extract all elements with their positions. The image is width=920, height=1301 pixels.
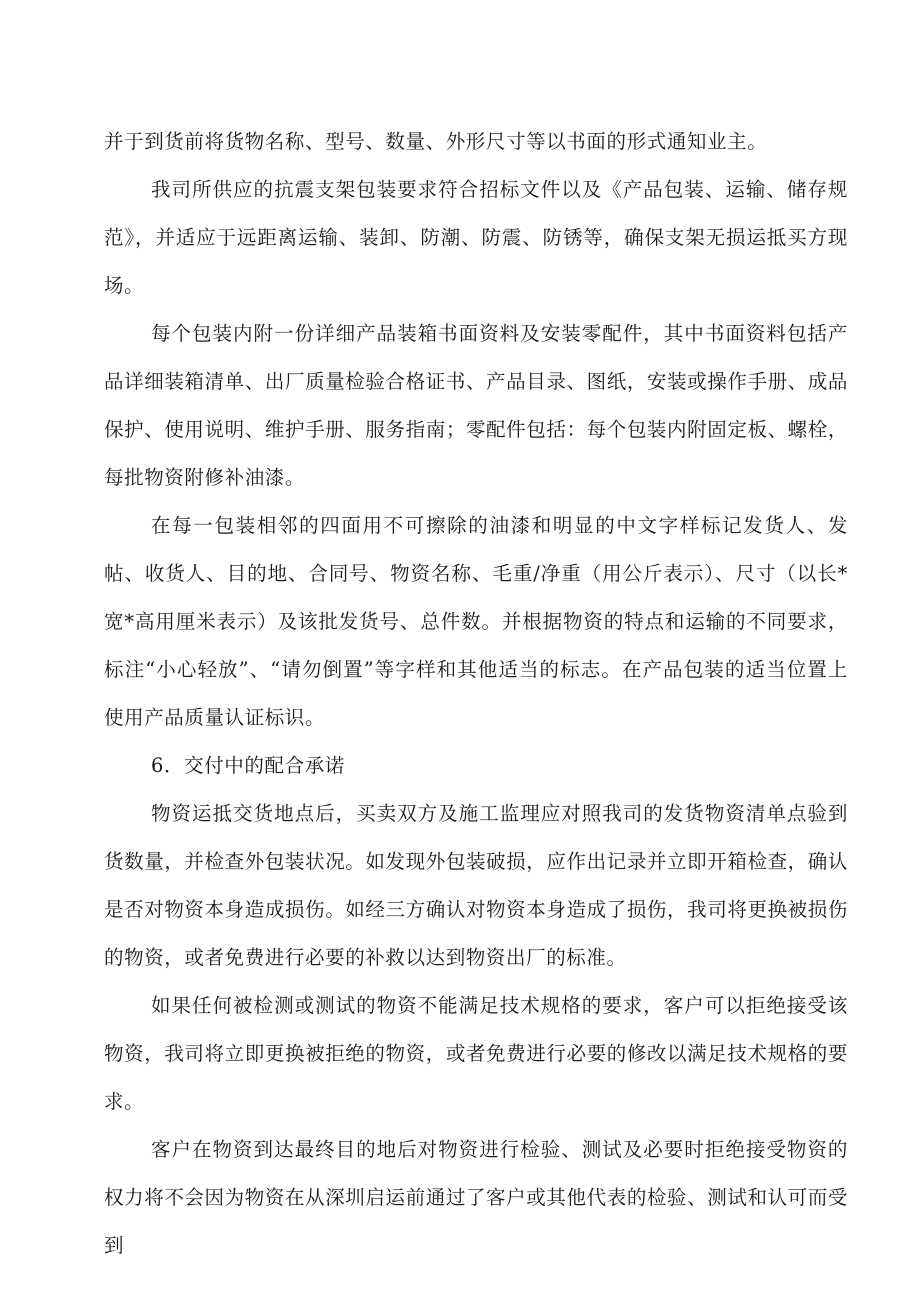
paragraph-package-contents: 每个包装内附一份详细产品装箱书面资料及安装零配件，其中书面资料包括产品详细装箱清单、出厂质量检验合格证书、产品目录、图纸，安装或操作手册、成品保护、使用说明、维护手册、服务指南；零配件包括：每个包装内附固定板、螺栓，每批物资附修补油漆。	[104, 322, 848, 489]
paragraph-packaging-requirements: 我司所供应的抗震支架包装要求符合招标文件以及《产品包装、运输、储存规范》，并适应于远距离运输、装卸、防潮、防震、防锈等，确保支架无损运抵买方现场。	[104, 178, 848, 297]
paragraph-inspection-rights: 客户在物资到达最终目的地后对物资进行检验、测试及必要时拒绝接受物资的权力将不会因为物资在从深圳启运前通过了客户或其他代表的检验、测试和认可而受到	[104, 1138, 848, 1257]
section-heading: 6．交付中的配合承诺	[151, 754, 345, 777]
paragraph-delivery-notice: 并于到货前将货物名称、型号、数量、外形尺寸等以书面的形式通知业主。	[104, 130, 768, 153]
paragraph-package-marking: 在每一包装相邻的四面用不可擦除的油漆和明显的中文字样标记发货人、发帖、收货人、目的地、合同号、物资名称、毛重/净重（用公斤表示）、尺寸（以长*宽*高用厘米表示）及该批发货号、总件数。并根据物资的特点和运输的不同要求，标注“小心轻放”、“请勿倒置”等字样和其他适当的标志。在产品包装的适当位置上使用产品质量认证标识。	[104, 514, 848, 729]
document-body	[104, 118, 848, 1270]
paragraph-rejection-rights: 如果任何被检测或测试的物资不能满足技术规格的要求，客户可以拒绝接受该物资，我司将立即更换被拒绝的物资，或者免费进行必要的修改以满足技术规格的要求。	[104, 994, 848, 1113]
paragraph-delivery-inspection: 物资运抵交货地点后，买卖双方及施工监理应对照我司的发货物资清单点验到货数量，并检查外包装状况。如发现外包装破损，应作出记录并立即开箱检查，确认是否对物资本身造成损伤。如经三方确认对物资本身造成了损伤，我司将更换被损伤的物资，或者免费进行必要的补救以达到物资出厂的标准。	[104, 802, 848, 969]
